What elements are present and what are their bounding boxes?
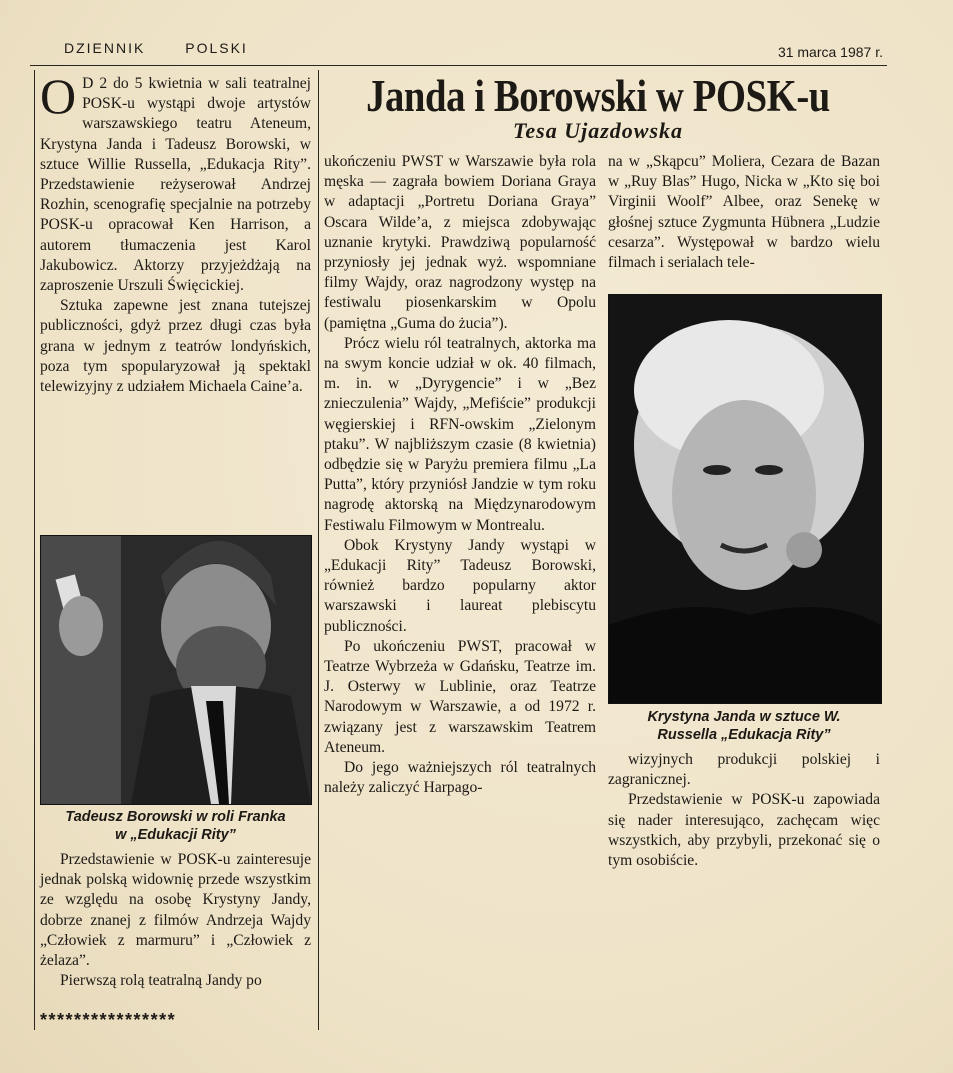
photo-1-caption: Tadeusz Borowski w roli Franka w „Edukacji Rity”: [65, 809, 286, 843]
paragraph: wizyjnych produkcji polskiej i zagranicznej.: [608, 751, 880, 789]
paragraph: Prócz wielu ról teatralnych, aktorka ma na swym koncie udział w ok. 40 filmach, m. in. w „Dyrygencie” i w „Bez znieczulenia” Wajdy, „Mefiście” produkcji węgierskiej i RFN-owskim „Zielonym ptaku”. W najbliższym czasie (8 kwietnia) odbędzie się w Paryżu premiera filmu „La Putta”, który przyniósł Jandzie w tym roku nagrodę aktorską na Międzynarodowym Festiwalu Filmowym w Montrealu.: [324, 334, 596, 534]
issue-date: 31 marca 1987 r.: [777, 44, 883, 60]
paragraph: O D 2 do 5 kwietnia w sali teatralnej POSK-u wystąpi dwoje artystów warszawskiego teatru Ateneum, Krystyna Janda i Tadeusz Borowski, w sztuce Willie Russella, „Edukacja Rity”. Przedstawienie reżyserował Andrzej Rozhin, scenografię specjalnie na potrzeby POSK-u opracował Ken Harrison, a autorem tłumaczenia jest Karol Jakubowicz. Aktorzy przyjeżdżają na zaproszenie Urszuli Święcickiej.: [40, 68, 311, 295]
masthead: [64, 40, 282, 56]
photo-krystyna-janda: [608, 294, 882, 704]
paragraph: Przedstawienie w POSK-u zapowiada się nader interesująco, zachęcam więc wszystkich, aby przybyli, przekonać się o tym osobiście.: [608, 791, 880, 870]
paragraph: Sztuka zapewne jest znana tutejszej publiczności, gdyż przez długi czas była grana w jednym z teatrów londyńskich, poza tym spopularyzował ją spektakl telewizyjny z udziałem Michaela Caine’a.: [40, 297, 311, 396]
top-rule: [30, 65, 887, 66]
photo-tadeusz-borowski: [40, 535, 312, 805]
paragraph: Pierwszą rolą teatralną Jandy po: [60, 972, 262, 990]
paragraph: na w „Skąpcu” Moliera, Cezara de Bazan w „Ruy Blas” Hugo, Nicka w „Kto się boi Virginii Woolf” Albee, oraz Senekę w głośnej sztuce Zygmunta Hübnera „Ludzie cesarza”. Występował w bardzo wielu filmach i serialach tele-: [608, 153, 880, 272]
column-3-continued: [608, 750, 880, 871]
paragraph: Do jego ważniejszych ról teatralnych należy zaliczyć Harpago-: [324, 759, 596, 797]
paragraph: Przedstawienie w POSK-u zainteresuje jednak polską widownię przede wszystkim ze względu na osobę Krystyny Jandy, dobrze znanej z filmów Andrzeja Wajdy „Człowiek z marmuru” i „Człowiek z żelaza”.: [40, 851, 311, 970]
column-1-continued: [40, 850, 311, 991]
paragraph: Po ukończeniu PWST, pracował w Teatrze Wybrzeża w Gdańsku, Teatrze im. J. Osterwy w Lublinie, oraz Teatrze Narodowym w Warszawie, a od 1972 r. związany jest z warszawskim Teatrem Ateneum.: [324, 637, 596, 756]
column-3: [608, 152, 880, 273]
column-rule-left: [34, 70, 35, 1030]
article-headline: Janda i Borowski w POSK-u: [366, 71, 830, 121]
column-1: [40, 68, 311, 397]
photo-2-caption: Krystyna Janda w sztuce W. Russella „Edukacja Rity”: [647, 709, 841, 743]
divider-stars: ****************: [40, 1010, 177, 1030]
column-2: [324, 152, 596, 799]
paragraph: Obok Krystyny Jandy wystąpi w „Edukacji Rity” Tadeusz Borowski, również bardzo popularny aktor warszawski i laureat plebiscytu publiczności.: [324, 536, 596, 635]
column-rule-1: [318, 70, 319, 1030]
drop-cap: O: [40, 68, 77, 124]
paper-name-2: POLSKI: [185, 40, 248, 56]
article-byline: Tesa Ujazdowska: [512, 118, 684, 143]
paper-name-1: DZIENNIK: [64, 40, 146, 56]
paragraph: ukończeniu PWST w Warszawie była rola męska — zagrała bowiem Doriana Graya w adaptacji „Portretu Doriana Graya” Oscara Wilde’a, z miejsca zdobywając uznanie krytyki. Prawdziwą popularność przyniosły jej jednak wyż. wspomniane filmy Wajdy, oraz nagrodzony występ na festiwalu piosenkarskim w Opolu (pamiętna „Guma do żucia”).: [324, 153, 596, 332]
